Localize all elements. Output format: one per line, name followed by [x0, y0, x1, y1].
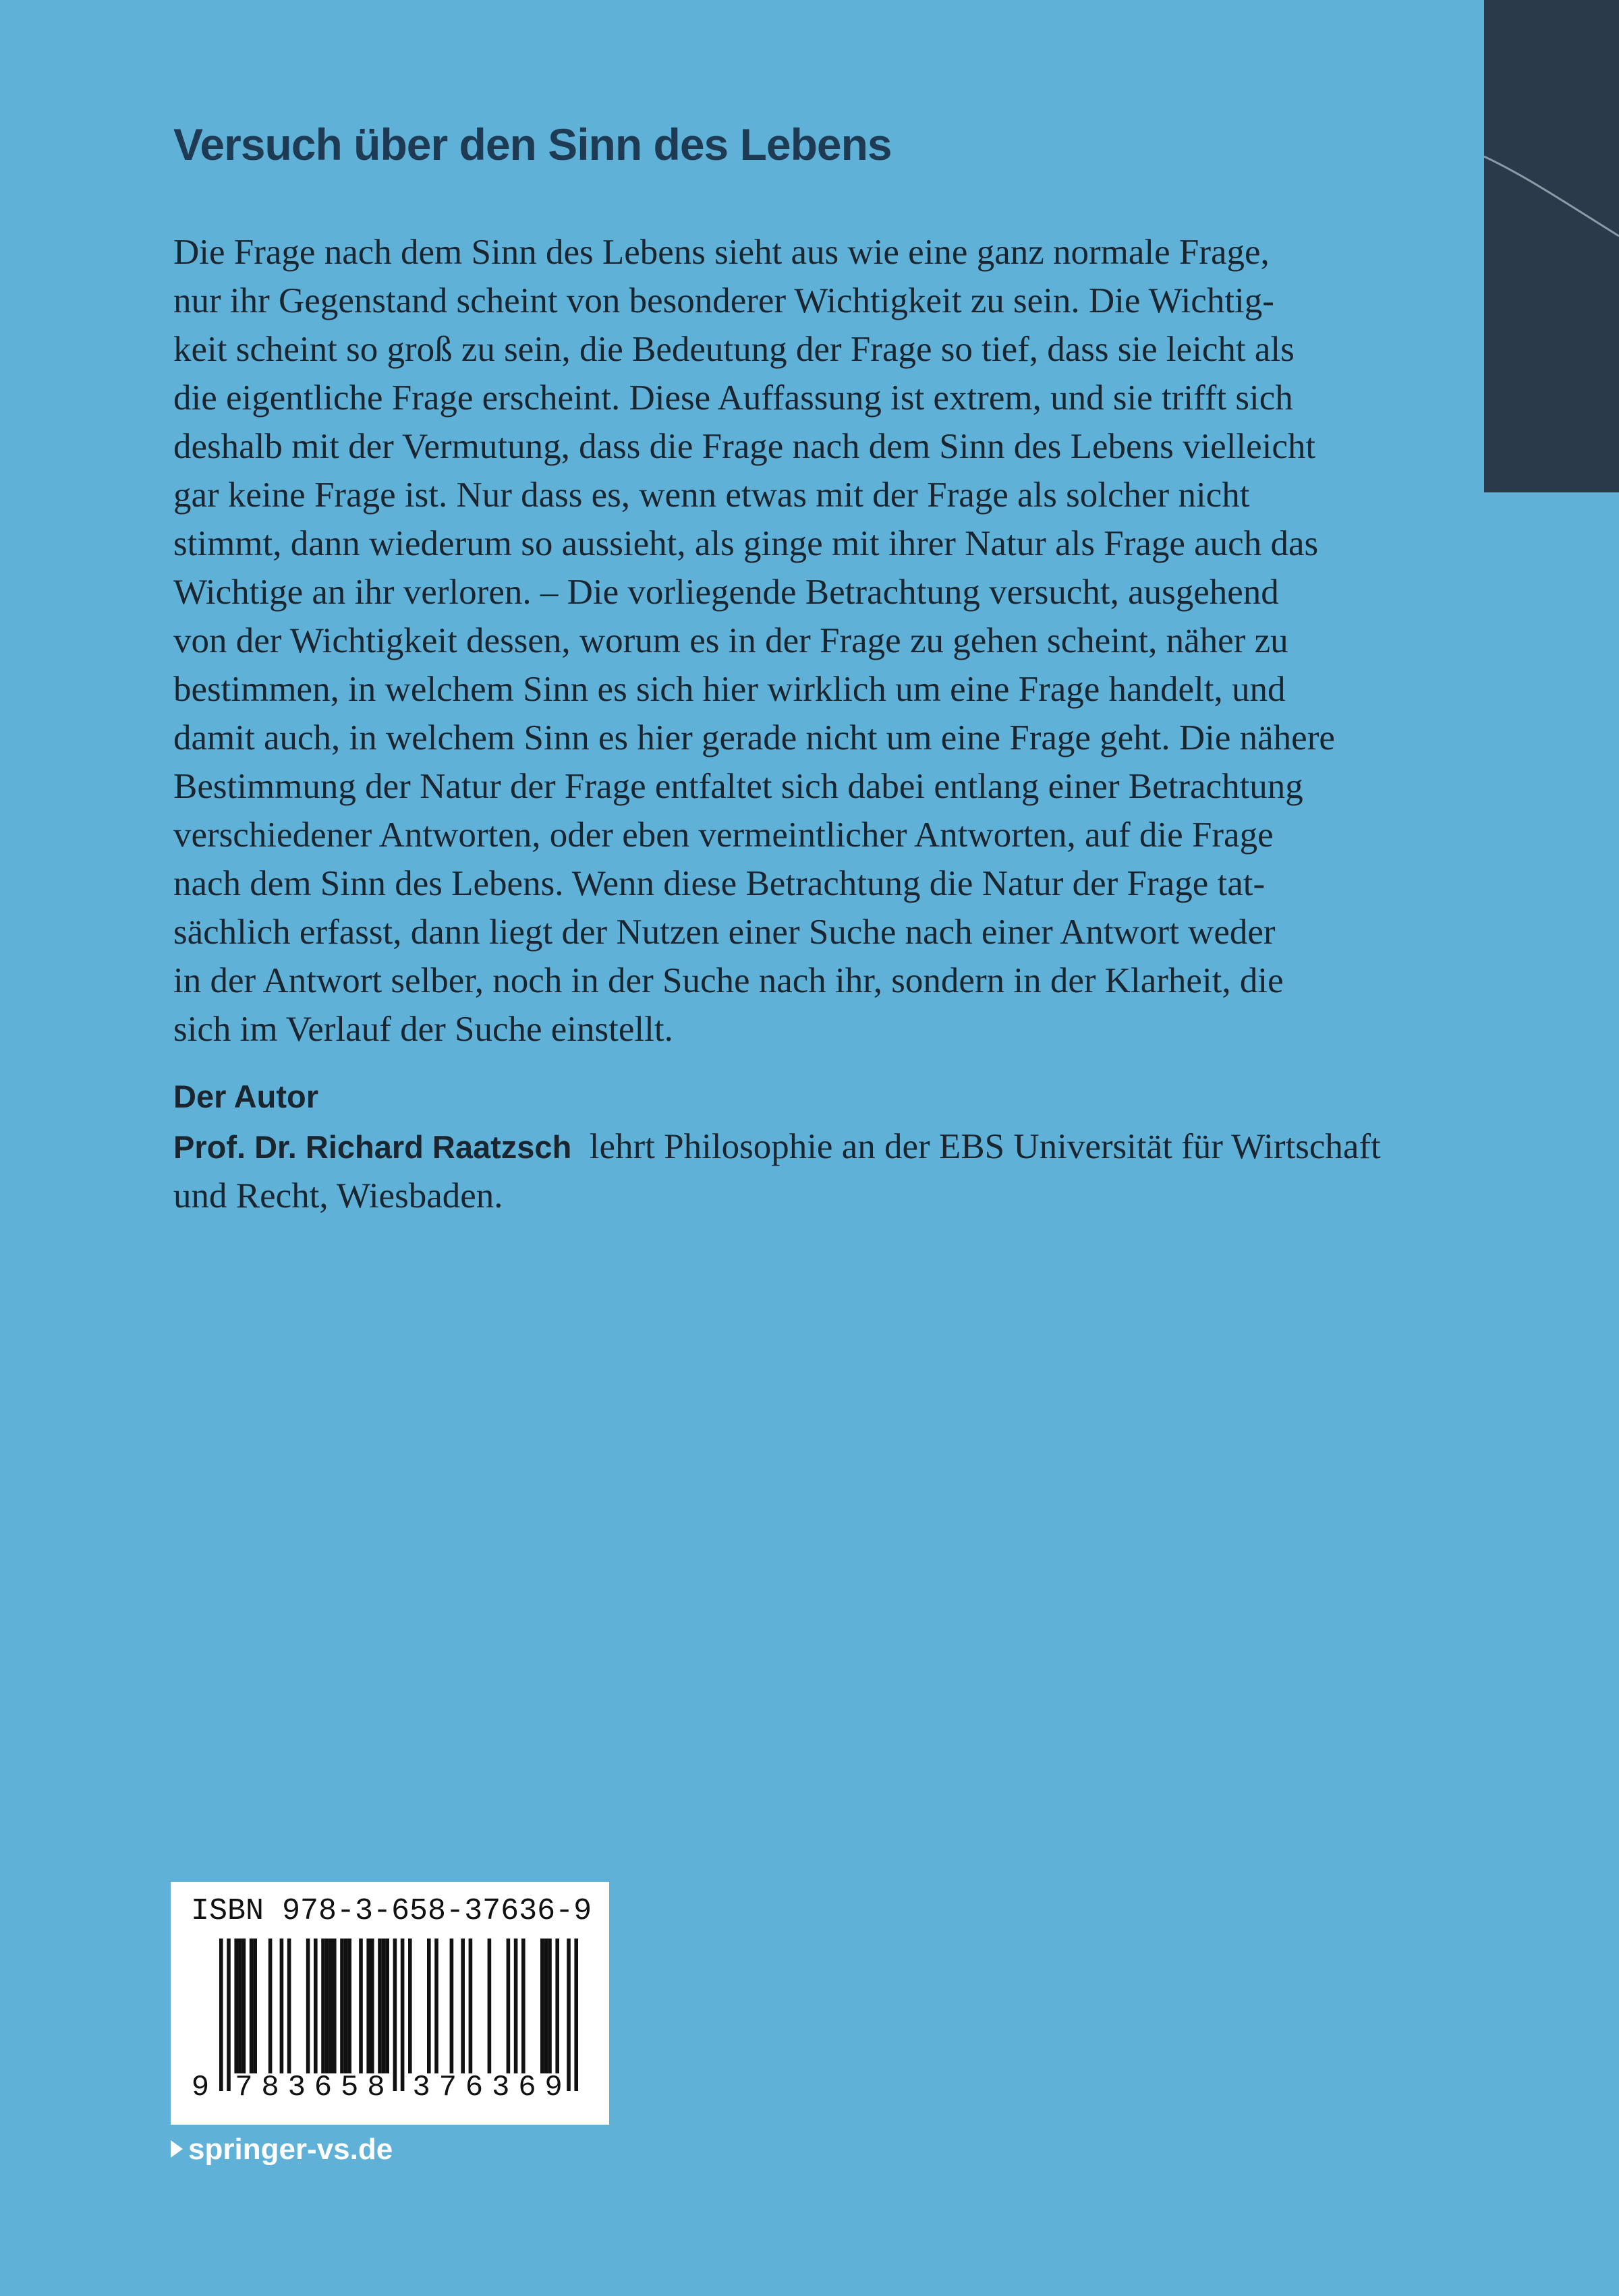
- barcode-bar: [280, 1939, 284, 2073]
- blurb-line: gar keine Frage ist. Nur dass es, wenn etwas mit der Frage als solcher nicht: [173, 476, 1250, 515]
- barcode-bar: [344, 1939, 348, 2073]
- barcode-digit: 9: [544, 2071, 563, 2104]
- barcode-graphic: [171, 1882, 609, 2125]
- blurb-line: die eigentliche Frage erscheint. Diese Auffassung ist extrem, und sie trifft sich: [173, 378, 1293, 418]
- blurb-line: bestimmen, in welchem Sinn es sich hier wirklich um eine Frage handelt, und: [173, 670, 1286, 709]
- barcode-bar: [469, 1939, 473, 2073]
- blurb-line: nur ihr Gegenstand scheint von besonderer Wichtigkeit zu sein. Die Wichtig-: [173, 281, 1274, 320]
- blurb-line: sich im Verlauf der Suche einstellt.: [173, 1010, 673, 1049]
- barcode-bar: [461, 1939, 465, 2073]
- barcode-digit: 9: [191, 2071, 210, 2104]
- barcode-bar: [514, 1939, 518, 2073]
- barcode-digit: 6: [314, 2071, 333, 2104]
- barcode-digit: 6: [518, 2071, 536, 2104]
- blurb-text: [173, 228, 1428, 1054]
- arrow-right-icon: [171, 2140, 183, 2158]
- barcode-bar: [227, 1939, 231, 2091]
- barcode-bar: [329, 1939, 333, 2073]
- barcode-bar: [333, 1939, 337, 2073]
- barcode-bar: [488, 1939, 492, 2073]
- barcode-bar: [548, 1939, 552, 2073]
- barcode-bar: [268, 1939, 273, 2073]
- blurb-line: von der Wichtigkeit dessen, worum es in der Frage zu gehen scheint, näher zu: [173, 621, 1288, 660]
- barcode-bar: [314, 1939, 318, 2073]
- barcode-bar: [401, 1939, 405, 2091]
- publisher-link[interactable]: [171, 2133, 393, 2166]
- publisher-link-text: springer-vs.de: [188, 2133, 393, 2166]
- isbn-barcode: [171, 1882, 609, 2125]
- barcode-bar: [555, 1939, 559, 2073]
- blurb-line: nach dem Sinn des Lebens. Wenn diese Betrachtung die Natur der Frage tat-: [173, 864, 1266, 903]
- barcode-bar: [234, 1939, 238, 2073]
- barcode-bar: [325, 1939, 329, 2073]
- barcode-bar: [250, 1939, 254, 2073]
- barcode-bar: [219, 1939, 223, 2091]
- author-bio-line: [173, 1122, 1381, 1172]
- barcode-bar: [242, 1939, 246, 2073]
- curve-line-decoration: [1484, 0, 1619, 492]
- blurb-line: keit scheint so groß zu sein, die Bedeutung der Frage so tief, dass sie leicht als: [173, 330, 1295, 369]
- barcode-digit: 8: [261, 2071, 279, 2104]
- blurb-line: deshalb mit der Vermutung, dass die Frage nach dem Sinn des Lebens vielleicht: [173, 427, 1316, 466]
- blurb-line: sächlich erfasst, dann liegt der Nutzen einer Suche nach einer Antwort weder: [173, 913, 1276, 952]
- barcode-digit: 7: [438, 2071, 457, 2104]
- barcode-bar: [393, 1939, 397, 2091]
- barcode-bar: [370, 1939, 374, 2073]
- blurb-line: stimmt, dann wiederum so aussieht, als ginge mit ihrer Natur als Frage auch das: [173, 524, 1319, 563]
- barcode-bar: [366, 1939, 370, 2073]
- barcode-digit: 8: [367, 2071, 385, 2104]
- barcode-bar: [238, 1939, 242, 2073]
- barcode-digit: 6: [465, 2071, 484, 2104]
- barcode-bar: [540, 1939, 544, 2073]
- blurb-line: in der Antwort selber, noch in der Suche nach ihr, sondern in der Klarheit, die: [173, 961, 1284, 1000]
- blurb-line: verschiedener Antworten, oder eben vermeintlicher Antworten, auf die Frage: [173, 815, 1274, 855]
- barcode-digit: 7: [235, 2071, 253, 2104]
- barcode-bar: [382, 1939, 386, 2073]
- barcode-digit: 5: [340, 2071, 359, 2104]
- blurb-line: damit auch, in welchem Sinn es hier gerade nicht um eine Frage geht. Die nähere: [173, 718, 1335, 757]
- barcode-digit: 3: [287, 2071, 306, 2104]
- barcode-bar: [321, 1939, 325, 2073]
- barcode-bar: [434, 1939, 438, 2073]
- barcode-bar: [378, 1939, 382, 2073]
- barcode-bar: [359, 1939, 363, 2073]
- barcode-bar: [507, 1939, 511, 2073]
- author-bio-text: lehrt Philosophie an der EBS Universität für Wirtschaft: [589, 1127, 1381, 1166]
- author-bio-line: und Recht, Wiesbaden.: [173, 1176, 503, 1215]
- barcode-bar: [544, 1939, 548, 2073]
- barcode-bar: [340, 1939, 344, 2073]
- author-name: Prof. Dr. Richard Raatzsch: [173, 1129, 572, 1165]
- barcode-bar: [574, 1939, 578, 2091]
- blurb-line: Die Frage nach dem Sinn des Lebens sieht aus wie eine ganz normale Frage,: [173, 233, 1270, 272]
- corner-graphic: [1484, 0, 1619, 492]
- barcode-bar: [521, 1939, 526, 2073]
- author-heading: Der Autor: [173, 1079, 318, 1114]
- barcode-bar: [253, 1939, 257, 2073]
- barcode-bar: [287, 1939, 291, 2073]
- barcode-bar: [306, 1939, 310, 2073]
- isbn-label: ISBN 978-3-658-37636-9: [191, 1894, 592, 1928]
- blurb-line: Wichtige an ihr verloren. – Die vorliegende Betrachtung versucht, ausgehend: [173, 573, 1279, 612]
- barcode-bar: [408, 1939, 412, 2073]
- barcode-digit: 3: [412, 2071, 430, 2104]
- blurb-line: Bestimmung der Natur der Frage entfaltet sich dabei entlang einer Betrachtung: [173, 767, 1303, 806]
- barcode-bar: [450, 1939, 454, 2073]
- barcode-bar: [347, 1939, 351, 2073]
- author-bio: [173, 1122, 1381, 1220]
- barcode-bar: [567, 1939, 571, 2091]
- back-cover-title: Versuch über den Sinn des Lebens: [173, 119, 892, 169]
- barcode-bar: [385, 1939, 389, 2073]
- barcode-bar: [427, 1939, 431, 2073]
- barcode-digit: 3: [491, 2071, 510, 2104]
